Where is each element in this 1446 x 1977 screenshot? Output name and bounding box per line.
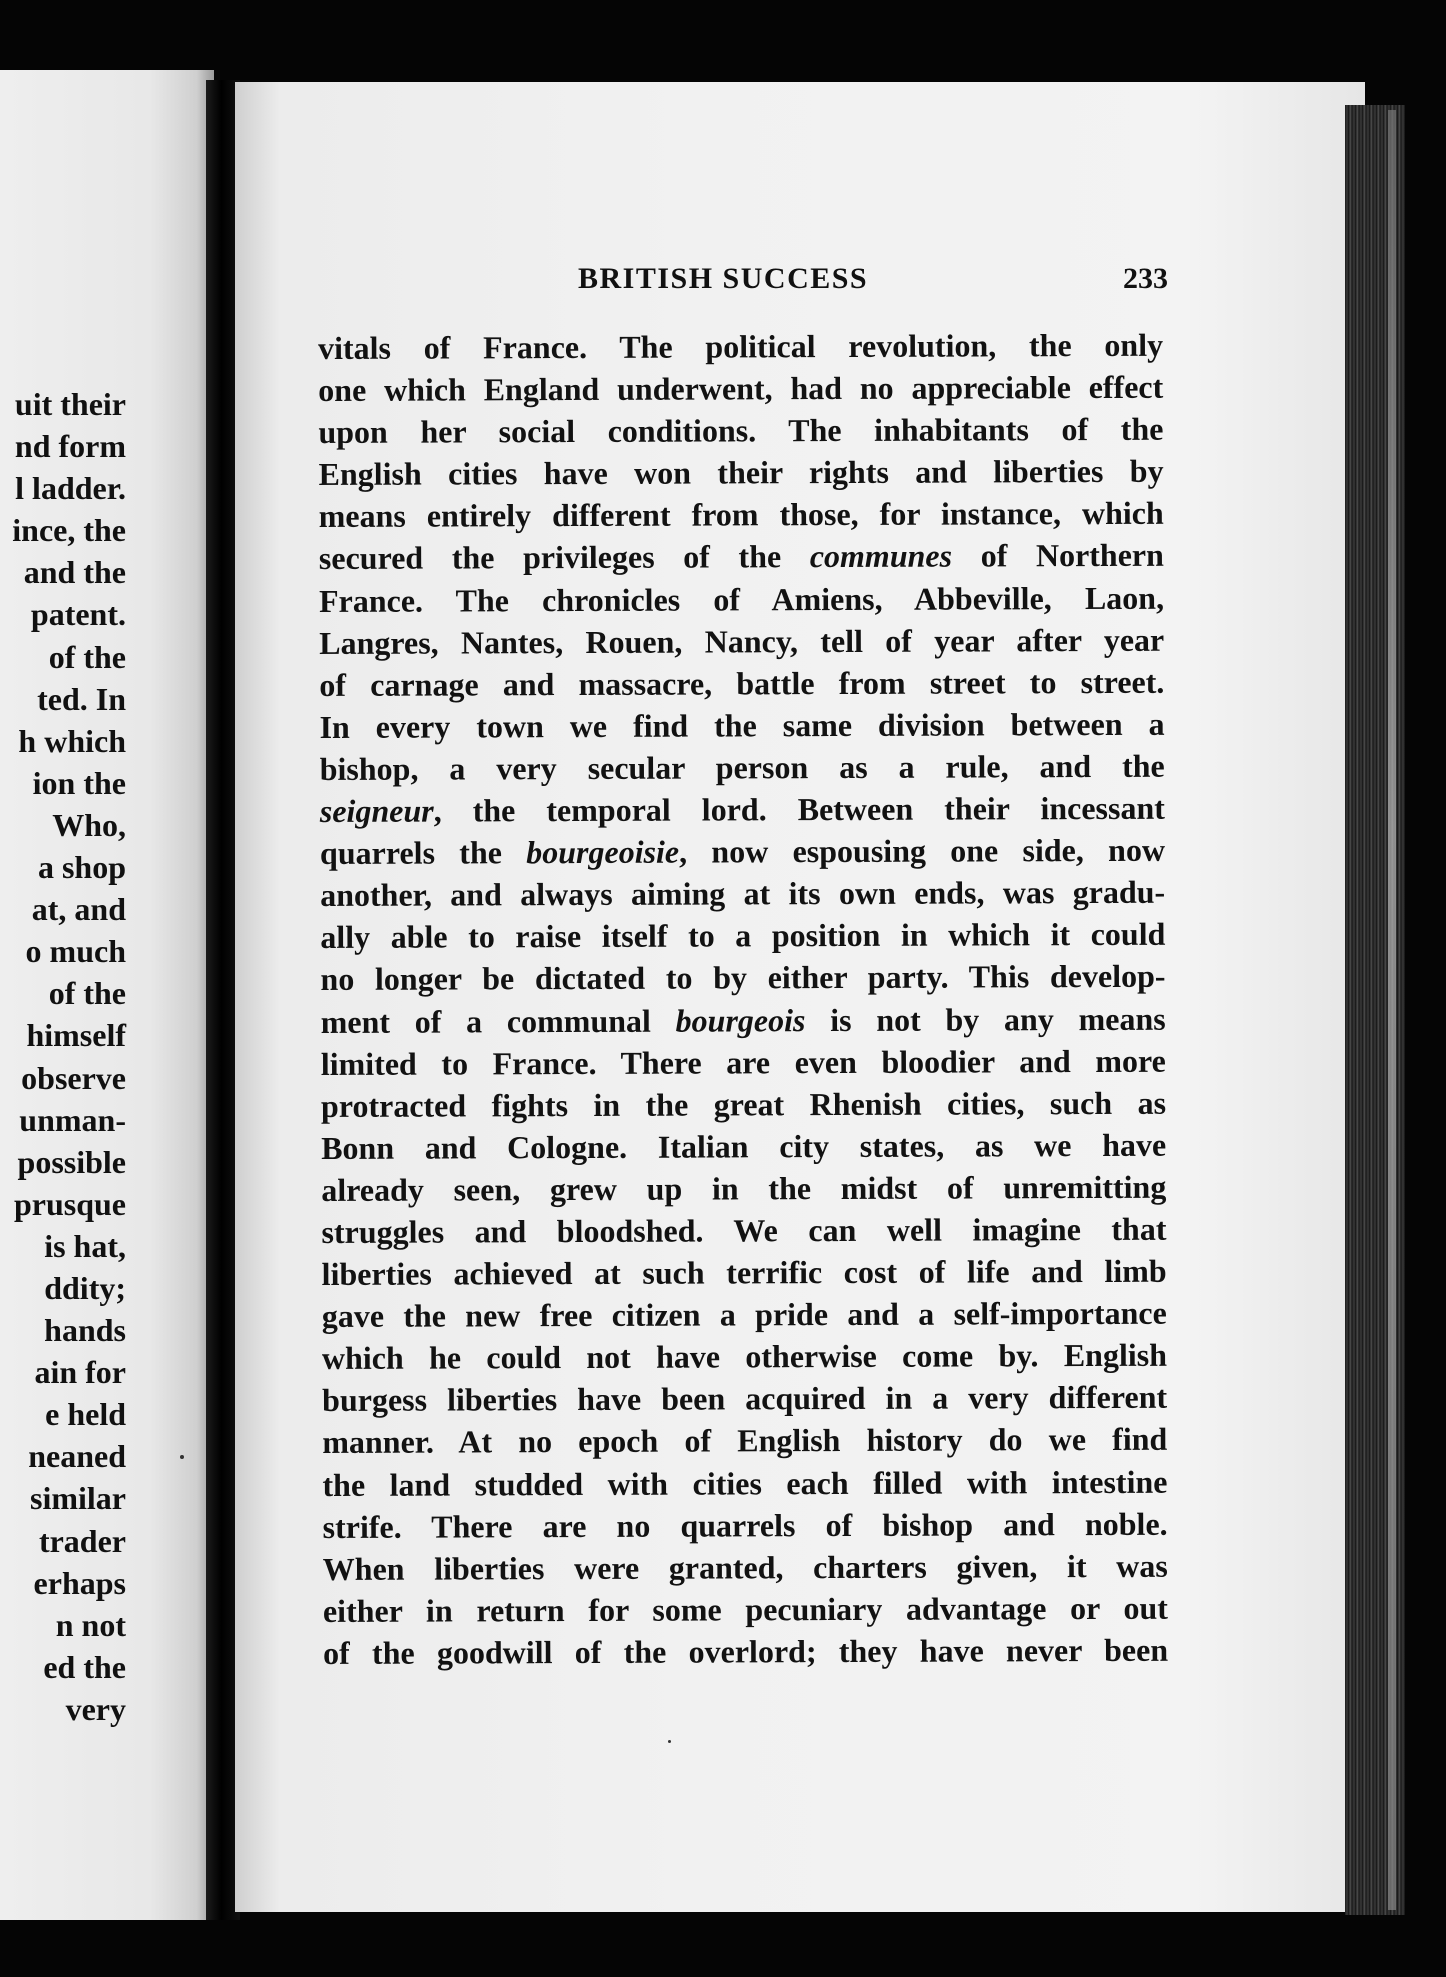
left-page-line: neaned	[28, 1438, 126, 1475]
page-edge-highlight	[1388, 110, 1396, 1910]
left-page-line: at, and	[31, 891, 126, 928]
page-edge-shadow	[1345, 105, 1405, 1915]
italic-term: communes	[809, 538, 953, 575]
dust-speck	[180, 1455, 184, 1459]
body-line: France. The chronicles of Amiens, Abbeville, Laon,	[318, 579, 1165, 619]
body-line: upon her social conditions. The inhabitants of the	[318, 410, 1164, 451]
left-page-line: ince, the	[12, 512, 126, 549]
body-line: one which England underwent, had no appreciable effect	[318, 368, 1164, 409]
left-page-line: of the	[48, 975, 126, 1012]
body-line: either in return for some pecuniary advantage or out	[322, 1589, 1168, 1629]
left-page-line: h which	[18, 722, 126, 759]
running-head: BRITISH SUCCESS	[578, 262, 869, 295]
body-line: gave the new free citizen a pride and a self-importance	[321, 1294, 1167, 1335]
left-page-line: Who,	[52, 806, 126, 843]
left-page-line: of the	[48, 638, 126, 675]
body-text-segment: quarrels the	[319, 834, 527, 872]
body-text-segment: of Northern	[951, 537, 1164, 575]
left-page-line: possible	[17, 1143, 126, 1180]
left-page-line: l ladder.	[15, 470, 126, 507]
left-page-line: prusque	[13, 1185, 126, 1222]
body-text-segment: is not by any means	[805, 1000, 1166, 1038]
left-page-line: observe	[21, 1059, 126, 1096]
body-line: Langres, Nantes, Rouen, Nancy, tell of year after year	[319, 621, 1165, 661]
body-line: manner. At no epoch of English history do we find	[322, 1421, 1168, 1461]
body-line: vitals of France. The political revolution, the only	[318, 326, 1164, 366]
left-page-line: hands	[44, 1312, 126, 1349]
italic-term: bourgeoisie	[526, 833, 680, 871]
body-line: already seen, grew up in the midst of unremitting	[321, 1168, 1167, 1208]
body-text	[318, 324, 1168, 1674]
body-text-segment: , now espousing one side, now	[679, 831, 1166, 870]
left-page-line: e held	[45, 1396, 126, 1433]
body-line: limited to France. There are even bloodier and more	[320, 1042, 1166, 1082]
body-line: which he could not have otherwise come by. English	[321, 1336, 1168, 1377]
left-page-line: uit their	[14, 386, 126, 422]
left-page-line: himself	[26, 1017, 126, 1054]
left-page-line: ted. In	[37, 680, 126, 717]
left-page-line: ain for	[34, 1354, 126, 1391]
body-line	[319, 534, 1164, 579]
left-page	[0, 70, 214, 1920]
body-line: of the goodwill of the overlord; they have never been	[323, 1631, 1169, 1671]
left-page-line: n not	[55, 1606, 126, 1643]
italic-term: bourgeois	[675, 1001, 806, 1039]
body-line	[320, 787, 1165, 832]
left-page-line: patent.	[30, 596, 126, 633]
body-line: of carnage and massacre, battle from street to street.	[319, 663, 1165, 703]
left-page-text	[0, 383, 126, 1730]
left-page-line: trader	[38, 1522, 126, 1559]
body-line: In every town we find the same division between a	[319, 705, 1165, 745]
body-line: burgess liberties have been acquired in a very different	[322, 1379, 1168, 1419]
left-page-line: ed the	[43, 1648, 126, 1685]
body-line: another, and always aiming at its own ends, was gradu-	[320, 873, 1166, 914]
body-line: strife. There are no quarrels of bishop and noble.	[322, 1505, 1168, 1545]
body-line: struggles and bloodshed. We can well imagine that	[321, 1210, 1167, 1250]
body-line: liberties achieved at such terrific cost of life and limb	[321, 1252, 1167, 1293]
italic-term: seigneur	[319, 792, 434, 830]
body-text-segment: ment of a communal	[320, 1002, 676, 1040]
left-page-line: very	[65, 1690, 126, 1727]
left-page-line: nd form	[14, 428, 126, 465]
body-line: bishop, a very secular person as a rule, and the	[319, 747, 1165, 787]
left-page-line: erhaps	[33, 1564, 126, 1601]
left-page-line: ion the	[32, 764, 126, 801]
left-page-line: ddity;	[44, 1269, 126, 1306]
left-page-line: a shop	[37, 849, 126, 886]
body-line: protracted fights in the great Rhenish cities, such as	[320, 1084, 1167, 1124]
body-line	[320, 829, 1165, 874]
body-text-segment: , the temporal lord. Between their incessant	[433, 789, 1165, 829]
body-line: Bonn and Cologne. Italian city states, as we have	[321, 1126, 1167, 1166]
body-line: means entirely different from those, for instance, which	[318, 495, 1164, 535]
left-page-line: is hat,	[44, 1227, 126, 1264]
page-number: 233	[1123, 262, 1168, 295]
left-page-line: unman-	[19, 1101, 126, 1138]
body-line: English cities have won their rights and liberties by	[318, 453, 1164, 493]
dust-speck	[668, 1740, 671, 1743]
body-text-segment: secured the privileges of the	[318, 538, 810, 577]
left-page-line: o much	[25, 933, 126, 970]
body-line: no longer be dictated to by either party. This develop-	[320, 958, 1166, 998]
body-line: the land studded with cities each filled with intestine	[322, 1463, 1168, 1503]
body-line: ally able to raise itself to a position in which it could	[320, 916, 1166, 956]
body-line	[321, 997, 1166, 1042]
left-page-line: similar	[30, 1480, 126, 1517]
left-page-line: and the	[23, 554, 126, 591]
body-line: When liberties were granted, charters given, it was	[322, 1547, 1168, 1587]
